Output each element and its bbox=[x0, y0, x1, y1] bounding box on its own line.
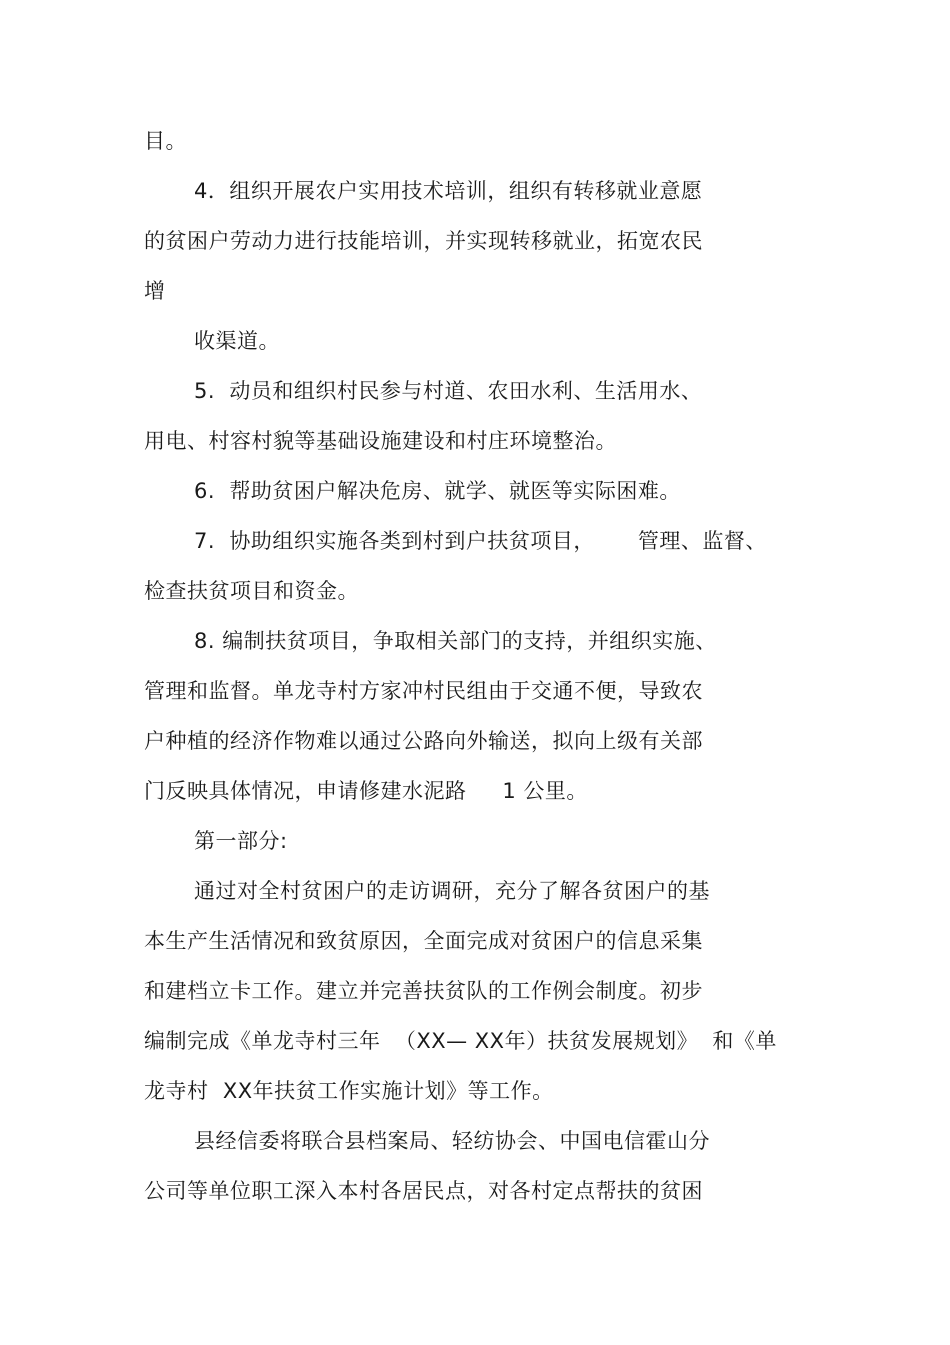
text-line: 编制完成《单龙寺村三年 （XX— XX年）扶贫发展规划》 和《单 bbox=[144, 1029, 777, 1053]
text-line: 用电、村容村貌等基础设施建设和村庄环境整治。 bbox=[144, 429, 617, 453]
text-line: 增 bbox=[144, 279, 166, 303]
text-line: 5. 动员和组织村民参与村道、农田水利、生活用水、 bbox=[194, 379, 703, 403]
text-line: 户种植的经济作物难以通过公路向外输送，拟向上级有关部 bbox=[144, 729, 703, 753]
text-line: 检查扶贫项目和资金。 bbox=[144, 579, 359, 603]
text-line: 管理和监督。单龙寺村方家冲村民组由于交通不便，导致农 bbox=[144, 679, 703, 703]
text-line: 目。 bbox=[144, 129, 187, 153]
text-line: 本生产生活情况和致贫原因，全面完成对贫困户的信息采集 bbox=[144, 929, 703, 953]
text-line: 7. 协助组织实施各类到村到户扶贫项目， 管理、监督、 bbox=[194, 529, 767, 553]
text-line: 6. 帮助贫困户解决危房、就学、就医等实际困难。 bbox=[194, 479, 681, 503]
text-line: 的贫困户劳动力进行技能培训，并实现转移就业，拓宽农民 bbox=[144, 229, 703, 253]
text-line: 公司等单位职工深入本村各居民点，对各村定点帮扶的贫困 bbox=[144, 1179, 703, 1203]
text-line: 县经信委将联合县档案局、轻纺协会、中国电信霍山分 bbox=[194, 1129, 710, 1153]
text-line: 通过对全村贫困户的走访调研，充分了解各贫困户的基 bbox=[194, 879, 710, 903]
text-line: 收渠道。 bbox=[194, 329, 280, 353]
text-line: 龙寺村 XX年扶贫工作实施计划》等工作。 bbox=[144, 1079, 554, 1103]
text-line: 4．组织开展农户实用技术培训，组织有转移就业意愿 bbox=[194, 179, 703, 203]
text-line: 第一部分: bbox=[194, 829, 288, 853]
text-line: 8. 编制扶贫项目，争取相关部门的支持，并组织实施、 bbox=[194, 629, 717, 653]
text-line: 和建档立卡工作。建立并完善扶贫队的工作例会制度。初步 bbox=[144, 979, 703, 1003]
text-line: 门反映具体情况，申请修建水泥路 1 公里。 bbox=[144, 779, 588, 803]
